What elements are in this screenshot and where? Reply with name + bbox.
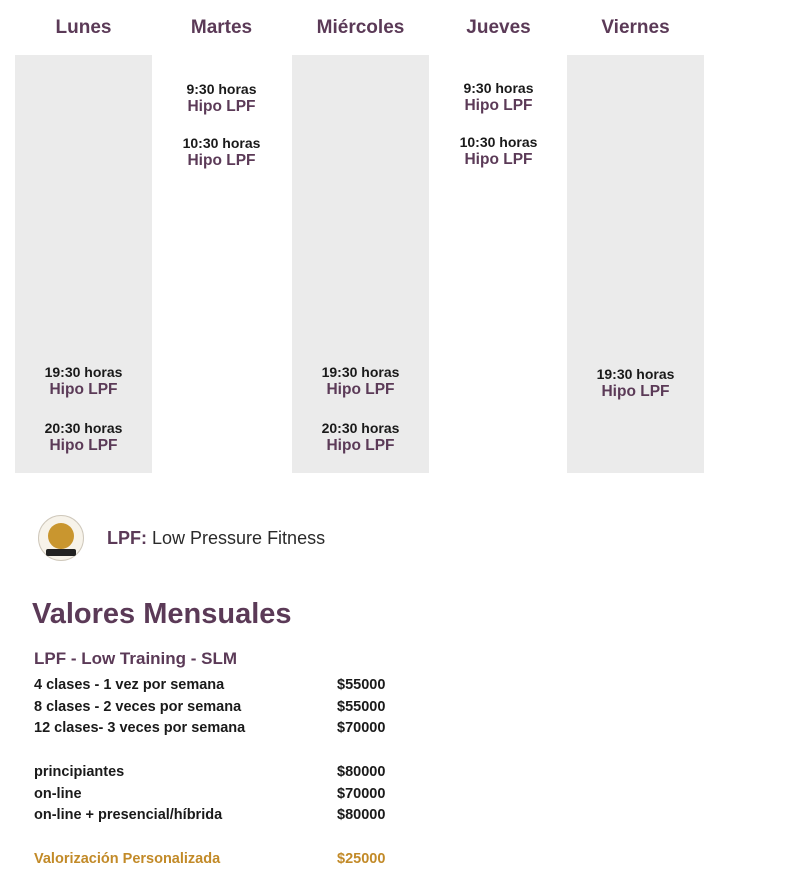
class-slot — [15, 364, 152, 399]
class-slot — [15, 420, 152, 455]
day-column-martes — [153, 0, 290, 473]
price-label: principiantes — [34, 764, 125, 780]
price-row-special — [34, 851, 394, 871]
slot-class: Hipo LPF — [326, 381, 395, 398]
price-row — [34, 720, 394, 740]
price-label: 12 clases- 3 veces por semana — [34, 720, 246, 736]
class-slot — [292, 364, 429, 399]
price-value: $70000 — [337, 720, 386, 736]
price-row — [34, 699, 394, 719]
day-column-viernes — [567, 0, 704, 473]
price-value: $70000 — [337, 786, 386, 802]
slot-time: 9:30 horas — [463, 80, 534, 96]
price-value: $80000 — [337, 764, 386, 780]
day-header: Lunes — [55, 17, 112, 38]
slot-class: Hipo LPF — [187, 152, 256, 169]
slot-class: Hipo LPF — [187, 98, 256, 115]
slot-time: 10:30 horas — [182, 135, 261, 151]
class-slot — [292, 420, 429, 455]
lpf-legend — [38, 515, 325, 561]
slot-class: Hipo LPF — [464, 97, 533, 114]
slot-class: Hipo LPF — [49, 437, 118, 454]
price-value: $55000 — [337, 699, 386, 715]
slot-class: Hipo LPF — [464, 151, 533, 168]
class-slot — [430, 80, 567, 115]
slot-time: 10:30 horas — [459, 134, 538, 150]
price-value: $55000 — [337, 677, 386, 693]
legend-text — [107, 528, 325, 549]
price-value: $80000 — [337, 807, 386, 823]
slot-time: 19:30 horas — [321, 364, 400, 380]
price-row — [34, 807, 394, 827]
slot-class: Hipo LPF — [326, 437, 395, 454]
price-label: on-line — [34, 786, 82, 802]
slot-time: 19:30 horas — [44, 364, 123, 380]
slot-time: 20:30 horas — [44, 420, 123, 436]
legend-description: Low Pressure Fitness — [152, 527, 326, 548]
price-row — [34, 786, 394, 806]
lpf-certified-seal-icon — [38, 515, 84, 561]
price-value: $25000 — [337, 851, 386, 867]
slot-time: 19:30 horas — [596, 366, 675, 382]
day-header: Miércoles — [316, 17, 405, 38]
day-header: Jueves — [466, 17, 531, 38]
class-slot — [153, 81, 290, 116]
legend-abbr: LPF: — [107, 527, 147, 548]
price-label: 8 clases - 2 veces por semana — [34, 699, 242, 715]
class-slot — [430, 134, 567, 169]
price-label: on-line + presencial/híbrida — [34, 807, 223, 823]
day-column-miercoles — [292, 0, 429, 473]
slot-time: 9:30 horas — [186, 81, 257, 97]
day-column-lunes — [15, 0, 152, 473]
slot-class: Hipo LPF — [601, 383, 670, 400]
day-header: Viernes — [601, 17, 670, 38]
price-row — [34, 677, 394, 697]
price-label: Valorización Personalizada — [34, 851, 221, 867]
slot-time: 20:30 horas — [321, 420, 400, 436]
class-slot — [153, 135, 290, 170]
prices-subtitle: LPF - Low Training - SLM — [34, 649, 238, 668]
price-row — [34, 764, 394, 784]
slot-class: Hipo LPF — [49, 381, 118, 398]
class-slot — [567, 366, 704, 401]
day-header: Martes — [190, 17, 253, 38]
prices-title: Valores Mensuales — [32, 598, 292, 630]
price-label: 4 clases - 1 vez por semana — [34, 677, 225, 693]
day-column-jueves — [430, 0, 567, 473]
